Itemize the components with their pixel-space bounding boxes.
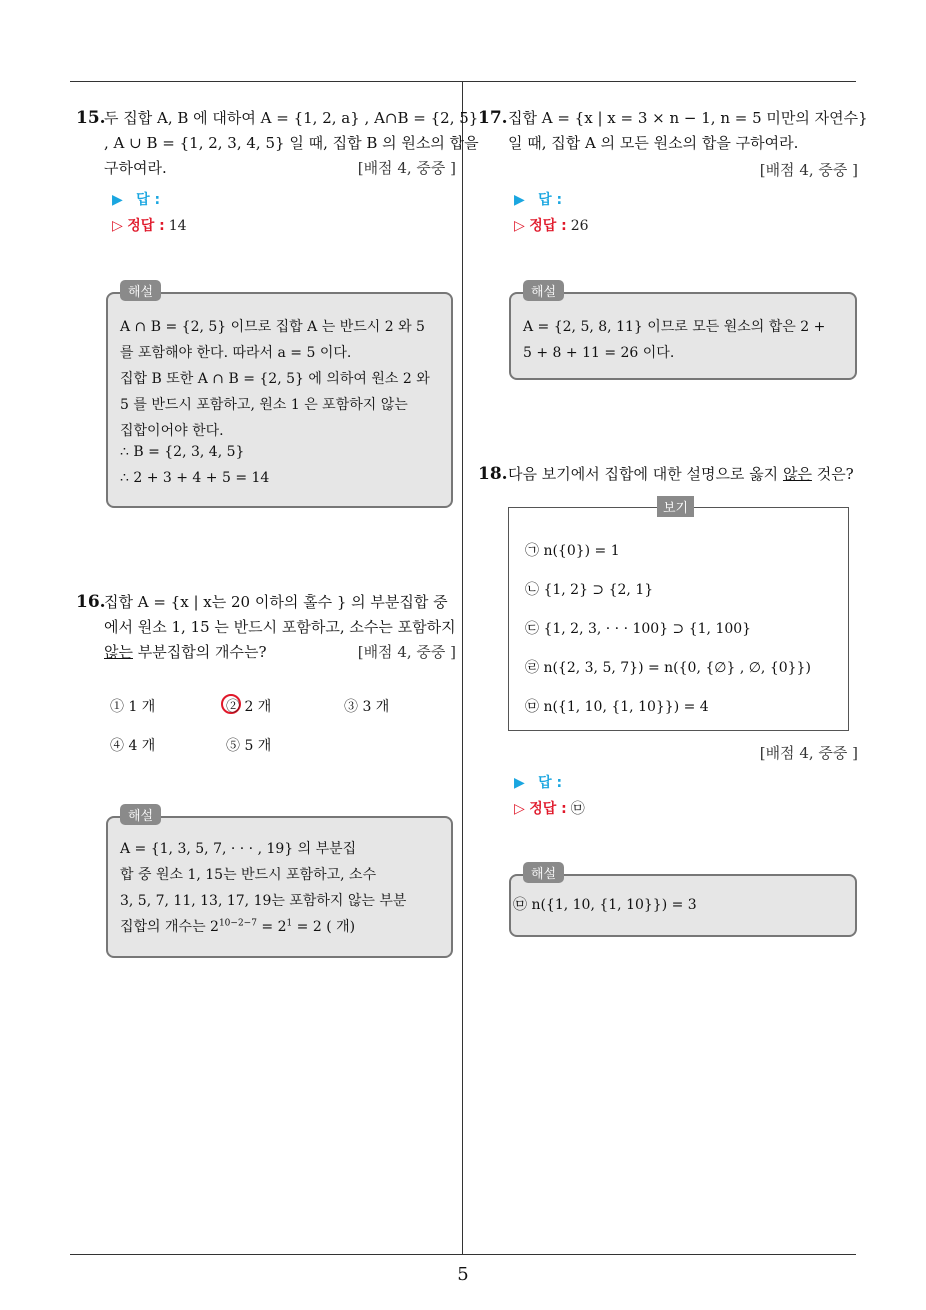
question-number: 18. (478, 464, 508, 484)
solution-box (106, 809, 453, 958)
solution-line: ㉤ n({1, 10, {1, 10}}) = 3 (513, 897, 697, 913)
solution-text: 집합의 개수는 2 (120, 919, 219, 935)
question-text-line: 에서 원소 1, 15 는 반드시 포함하고, 소수는 포함하지 (104, 618, 456, 636)
solution-tag: 해설 (523, 280, 564, 301)
solution-box (509, 867, 857, 937)
choice-1[interactable]: ① 1 개 (110, 699, 156, 715)
bogi-tag: 보기 (657, 496, 694, 517)
choice-4[interactable]: ④ 4 개 (110, 738, 156, 754)
correct-label: 정답 : (529, 801, 567, 817)
solution-line: 집합 B 또한 A ∩ B = {2, 5} 에 의하여 원소 2 와 (120, 371, 430, 387)
solution-line: 합 중 원소 1, 15는 반드시 포함하고, 소수 (120, 867, 377, 883)
solution-tag: 해설 (523, 862, 564, 883)
bogi-box (508, 501, 849, 731)
question-text-line: 두 집합 A, B 에 대하여 A = {1, 2, a} , A∩B = {2, 5} (104, 109, 479, 127)
score-label: [배점 4, 중중 ] (759, 161, 858, 179)
question-text-line (104, 640, 266, 665)
question-number: 17. (478, 108, 508, 128)
question-number: 15. (76, 108, 106, 128)
bogi-item: ㉠ n({0}) = 1 (525, 543, 620, 559)
solution-line: 5 + 8 + 11 = 26 이다. (523, 345, 675, 361)
question-15 (76, 106, 479, 246)
correct-answer-row (514, 214, 589, 239)
correct-label: 정답 : (127, 218, 165, 234)
bottom-rule (70, 1254, 856, 1255)
question-text-line: 집합 A = {x | x = 3 × n − 1, n = 5 미만의 자연수} (508, 109, 868, 127)
correct-value: 26 (570, 218, 589, 234)
column-divider (462, 81, 463, 1255)
play-outline-arrow-icon: ▷ (112, 218, 123, 234)
question-text: 다음 보기에서 집합에 대한 설명으로 옳지 (508, 465, 783, 483)
score-label: [배점 4, 중중 ] (357, 159, 456, 177)
bogi-item: ㉣ n({2, 3, 5, 7}) = n({0, {∅} , ∅, {0}}) (525, 660, 811, 676)
answer-label: 답 : (538, 192, 563, 208)
solution-line (120, 916, 355, 936)
solution-line: A = {2, 5, 8, 11} 이므로 모든 원소의 합은 2 + (523, 319, 826, 335)
play-arrow-icon: ▶ (514, 775, 525, 791)
question-18 (478, 462, 858, 490)
exponent: 1 (286, 918, 293, 929)
question-text-line: , A ∪ B = {1, 2, 3, 4, 5} 일 때, 집합 B 의 원소의 합을 (104, 134, 479, 152)
solution-line: 5 를 반드시 포함하고, 원소 1 은 포함하지 않는 (120, 397, 408, 413)
question-18-answers (478, 741, 858, 831)
correct-answer-row (514, 797, 585, 822)
top-rule (70, 81, 856, 82)
play-outline-arrow-icon: ▷ (514, 801, 525, 817)
solution-line: ∴ 2 + 3 + 4 + 5 = 14 (120, 470, 270, 486)
page-number: 5 (457, 1264, 469, 1285)
solution-line: A ∩ B = {2, 5} 이므로 집합 A 는 반드시 2 와 5 (120, 319, 425, 335)
bogi-item: ㉡ {1, 2} ⊃ {2, 1} (525, 582, 654, 598)
question-17 (478, 106, 868, 246)
choice-5[interactable]: ⑤ 5 개 (226, 738, 272, 754)
solution-line: 집합이어야 한다. (120, 423, 224, 439)
question-text: 것은? (811, 465, 854, 483)
solution-tag: 해설 (120, 280, 161, 301)
solution-box (509, 285, 857, 380)
correct-value: ㉤ (570, 801, 585, 817)
question-text-line: 집합 A = {x | x는 20 이하의 홀수 } 의 부분집합 중 (104, 593, 448, 611)
question-number: 16. (76, 592, 106, 612)
bogi-item: ㉢ {1, 2, 3, · · · 100} ⊃ {1, 100} (525, 621, 752, 637)
answer-label: 답 : (538, 775, 563, 791)
score-label: [배점 4, 중중 ] (759, 744, 858, 762)
exponent: 10−2−7 (218, 918, 257, 929)
solution-tag: 해설 (120, 804, 161, 825)
solution-text: = 2 (256, 919, 287, 935)
choice-3[interactable]: ③ 3 개 (344, 699, 390, 715)
answer-row (514, 188, 562, 213)
question-16 (76, 590, 456, 670)
choice-2[interactable]: ② 2 개 (226, 699, 272, 715)
correct-value: 14 (168, 218, 187, 234)
solution-line: ∴ B = {2, 3, 4, 5} (120, 444, 245, 460)
solution-box (106, 285, 453, 508)
answer-label: 답 : (136, 192, 161, 208)
solution-line: 3, 5, 7, 11, 13, 17, 19는 포함하지 않는 부분 (120, 893, 407, 909)
solution-line: 를 포함해야 한다. 따라서 a = 5 이다. (120, 345, 352, 361)
play-arrow-icon: ▶ (112, 192, 123, 208)
solution-line: A = {1, 3, 5, 7, · · · , 19} 의 부분집 (120, 841, 357, 857)
question-text-line: 구하여라. (104, 159, 167, 177)
correct-label: 정답 : (529, 218, 567, 234)
bogi-item: ㉤ n({1, 10, {1, 10}}) = 4 (525, 699, 709, 715)
correct-answer-row (112, 214, 187, 239)
answer-row (514, 771, 562, 796)
question-text-line: 일 때, 집합 A 의 모든 원소의 합을 구하여라. (508, 134, 799, 152)
score-label: [배점 4, 중중 ] (357, 643, 456, 661)
underlined-word: 않은 (782, 465, 812, 483)
answer-row (112, 188, 160, 213)
solution-text: = 2 ( 개) (292, 919, 356, 935)
underlined-word: 않는 (104, 643, 133, 661)
question-text-line (508, 462, 854, 487)
question-text-rest: 부분집합의 개수는? (132, 643, 267, 661)
play-arrow-icon: ▶ (514, 192, 525, 208)
play-outline-arrow-icon: ▷ (514, 218, 525, 234)
